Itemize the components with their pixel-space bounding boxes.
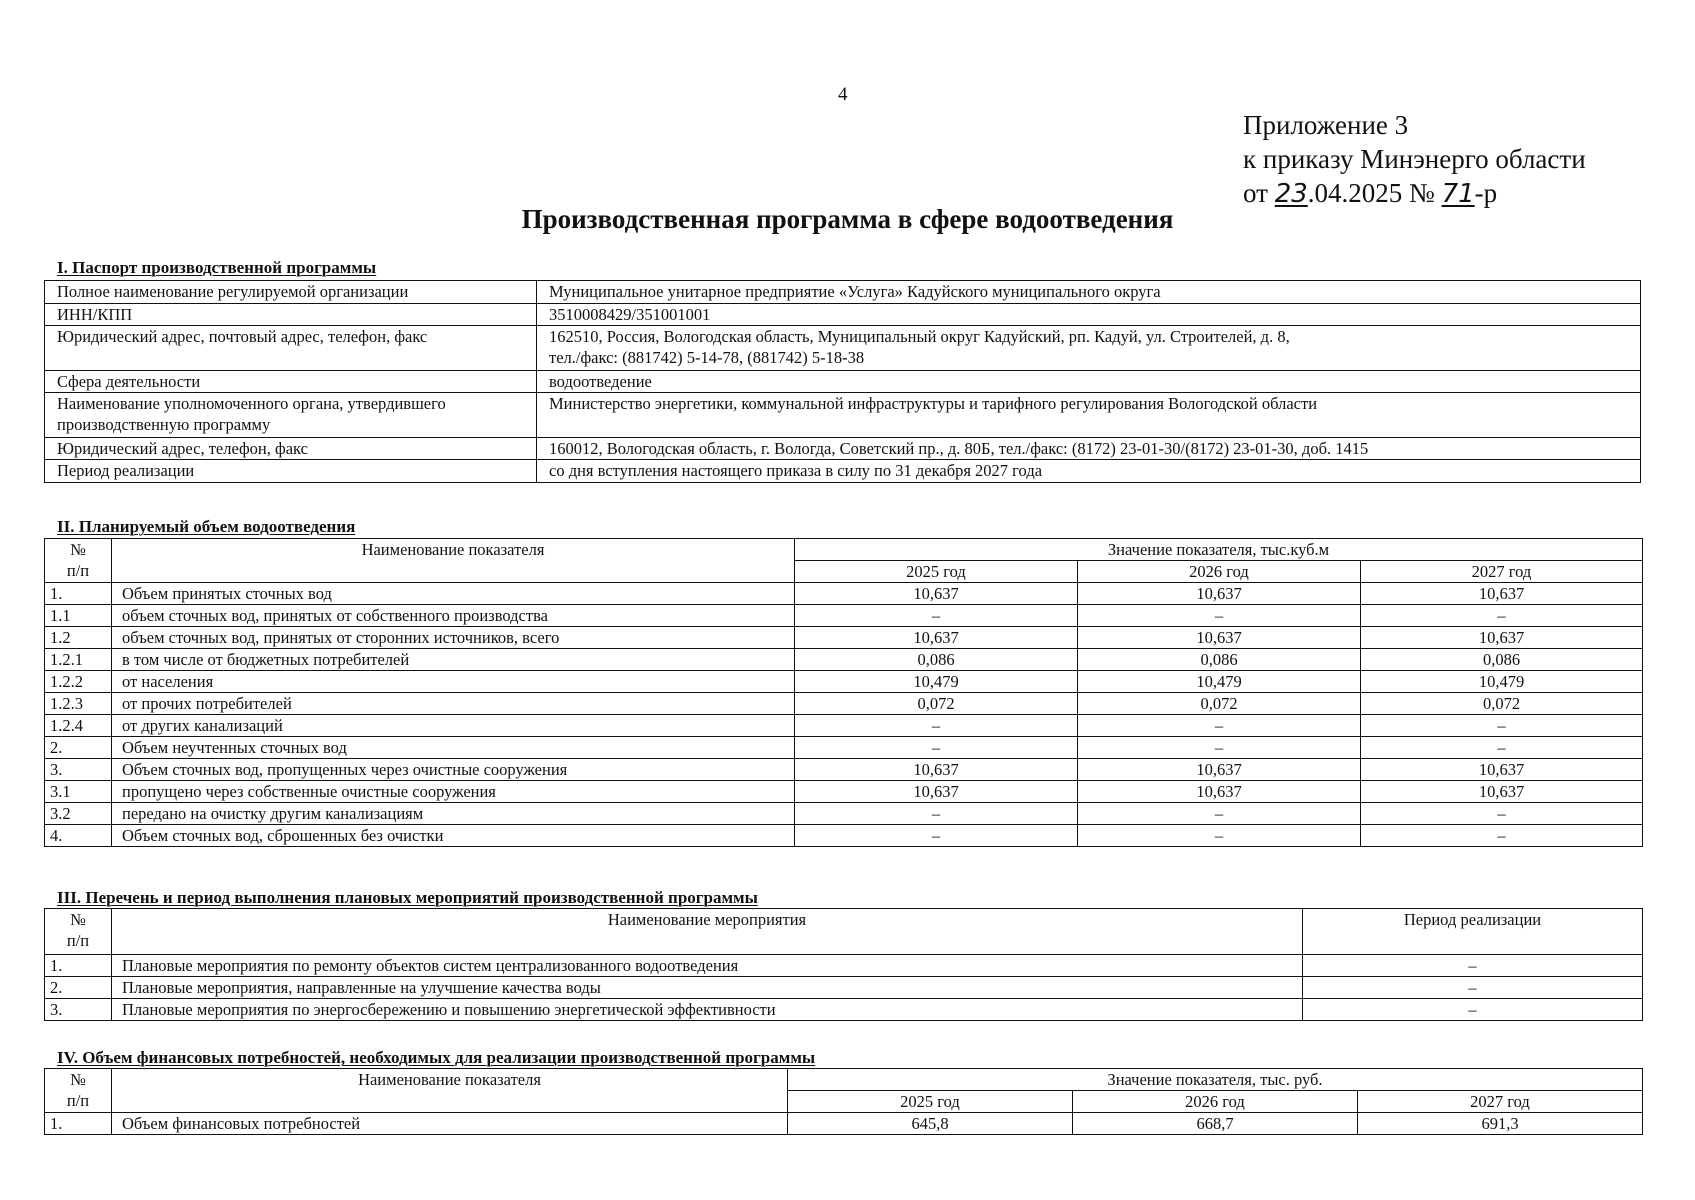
row-indicator-name: Объем сточных вод, сброшенных без очистки xyxy=(112,825,795,847)
row-value-2026: 0,086 xyxy=(1078,649,1361,671)
section-2-title: II. Планируемый объем водоотведения xyxy=(57,517,356,536)
col-number-header xyxy=(45,1069,112,1113)
passport-value: 3510008429/351001001 xyxy=(537,304,1641,326)
row-indicator-name: от прочих потребителей xyxy=(112,693,795,715)
volume-row xyxy=(45,781,1643,803)
volume-body xyxy=(45,583,1643,847)
row-number: 2. xyxy=(45,737,112,759)
measure-row xyxy=(45,977,1643,999)
volume-row xyxy=(45,583,1643,605)
appendix-line-2: к приказу Минэнерго области xyxy=(1243,144,1586,174)
volume-row xyxy=(45,605,1643,627)
passport-row xyxy=(45,460,1641,483)
row-number: 1.1 xyxy=(45,605,112,627)
row-value-2027: 10,637 xyxy=(1361,627,1643,649)
row-value-2025: 10,637 xyxy=(795,759,1078,781)
passport-label-line: Наименование уполномоченного органа, утвердившего xyxy=(57,394,446,413)
appendix-header xyxy=(1243,108,1586,211)
measure-row xyxy=(45,955,1643,977)
passport-row xyxy=(45,281,1641,304)
row-value-2025: 0,086 xyxy=(795,649,1078,671)
row-value-2026: – xyxy=(1078,825,1361,847)
row-value-2026: 10,637 xyxy=(1078,781,1361,803)
finance-body xyxy=(45,1113,1643,1135)
volume-row xyxy=(45,759,1643,781)
row-period: – xyxy=(1303,999,1643,1021)
passport-value: Муниципальное унитарное предприятие «Услуга» Кадуйского муниципального округа xyxy=(537,281,1641,304)
row-value-2025: – xyxy=(795,737,1078,759)
passport-value-line: 162510, Россия, Вологодская область, Муниципальный округ Кадуйский, рп. Кадуй, ул. Строителей, д. 8, xyxy=(549,327,1290,346)
handwritten-date-day: 23 xyxy=(1274,179,1308,209)
row-period: – xyxy=(1303,955,1643,977)
row-number: 3.1 xyxy=(45,781,112,803)
year-2026-header: 2026 год xyxy=(1078,561,1361,583)
row-measure-name: Плановые мероприятия по ремонту объектов систем централизованного водоотведения xyxy=(112,955,1303,977)
row-value-2027: 691,3 xyxy=(1358,1113,1643,1135)
passport-row xyxy=(45,326,1641,371)
row-number: 1.2.3 xyxy=(45,693,112,715)
appendix-order-suffix: -р xyxy=(1474,178,1498,208)
row-number: 1.2.2 xyxy=(45,671,112,693)
passport-value-line: тел./факс: (881742) 5-14-78, (881742) 5-18-38 xyxy=(549,348,865,367)
volume-row xyxy=(45,627,1643,649)
handwritten-order-number: 71 xyxy=(1441,179,1475,209)
section-3-title: III. Перечень и период выполнения плановых мероприятий производственной программы xyxy=(57,888,758,907)
row-value-2026: 10,637 xyxy=(1078,759,1361,781)
row-value-2027: 10,479 xyxy=(1361,671,1643,693)
row-value-2027: – xyxy=(1361,825,1643,847)
col-name-header: Наименование показателя xyxy=(112,539,795,583)
volume-row xyxy=(45,803,1643,825)
passport-label: Юридический адрес, почтовый адрес, телефон, факс xyxy=(45,326,537,371)
row-indicator-name: передано на очистку другим канализациям xyxy=(112,803,795,825)
passport-label: Полное наименование регулируемой организации xyxy=(45,281,537,304)
passport-label: ИНН/КПП xyxy=(45,304,537,326)
passport-row xyxy=(45,304,1641,326)
finance-row xyxy=(45,1113,1643,1135)
volume-row xyxy=(45,825,1643,847)
year-2025-header: 2025 год xyxy=(788,1091,1073,1113)
passport-value: Министерство энергетики, коммунальной инфраструктуры и тарифного регулирования Вологодской области xyxy=(537,393,1641,438)
row-number: 2. xyxy=(45,977,112,999)
col-number-header xyxy=(45,909,112,955)
passport-row xyxy=(45,438,1641,460)
row-value-2025: 10,637 xyxy=(795,781,1078,803)
row-measure-name: Плановые мероприятия по энергосбережению и повышению энергетической эффективности xyxy=(112,999,1303,1021)
row-indicator-name: Объем финансовых потребностей xyxy=(112,1113,788,1135)
finance-table xyxy=(44,1068,1643,1135)
row-value-2026: – xyxy=(1078,737,1361,759)
appendix-line-1: Приложение 3 xyxy=(1243,110,1409,140)
passport-label: Сфера деятельности xyxy=(45,371,537,393)
row-number: 3. xyxy=(45,999,112,1021)
col-number-sign: № xyxy=(70,910,86,929)
col-name-header: Наименование показателя xyxy=(112,1069,788,1113)
passport-label: Период реализации xyxy=(45,460,537,483)
measures-header-row xyxy=(45,909,1643,955)
year-2026-header: 2026 год xyxy=(1073,1091,1358,1113)
row-value-2026: 10,637 xyxy=(1078,583,1361,605)
row-value-2025: 10,637 xyxy=(795,583,1078,605)
col-measure-header: Наименование мероприятия xyxy=(112,909,1303,955)
row-indicator-name: в том числе от бюджетных потребителей xyxy=(112,649,795,671)
row-number: 3.2 xyxy=(45,803,112,825)
col-value-header: Значение показателя, тыс. руб. xyxy=(788,1069,1643,1091)
col-number-sign: № xyxy=(70,1070,86,1089)
volume-row xyxy=(45,737,1643,759)
col-number-sign: № xyxy=(70,540,86,559)
appendix-date-rest: .04.2025 № xyxy=(1307,178,1442,208)
row-indicator-name: объем сточных вод, принятых от сторонних источников, всего xyxy=(112,627,795,649)
row-value-2027: – xyxy=(1361,803,1643,825)
volume-row xyxy=(45,693,1643,715)
row-number: 1. xyxy=(45,1113,112,1135)
row-value-2027: – xyxy=(1361,605,1643,627)
row-number: 1.2.1 xyxy=(45,649,112,671)
row-value-2026: – xyxy=(1078,715,1361,737)
row-number: 1. xyxy=(45,955,112,977)
row-value-2025: – xyxy=(795,803,1078,825)
volume-header-row xyxy=(45,539,1643,561)
row-period: – xyxy=(1303,977,1643,999)
row-value-2027: 10,637 xyxy=(1361,759,1643,781)
col-value-header: Значение показателя, тыс.куб.м xyxy=(795,539,1643,561)
row-value-2027: 0,086 xyxy=(1361,649,1643,671)
row-value-2027: – xyxy=(1361,737,1643,759)
row-value-2026: 0,072 xyxy=(1078,693,1361,715)
row-indicator-name: от населения xyxy=(112,671,795,693)
passport-value xyxy=(537,326,1641,371)
passport-label-line: производственную программу xyxy=(57,415,271,434)
row-indicator-name: от других канализаций xyxy=(112,715,795,737)
row-value-2027: 10,637 xyxy=(1361,781,1643,803)
section-4-title: IV. Объем финансовых потребностей, необходимых для реализации производственной программы xyxy=(57,1048,816,1067)
document-title: Производственная программа в сфере водоотведения xyxy=(521,204,1174,234)
row-value-2026: – xyxy=(1078,803,1361,825)
row-value-2026: 10,479 xyxy=(1078,671,1361,693)
row-value-2025: 10,479 xyxy=(795,671,1078,693)
passport-label: Юридический адрес, телефон, факс xyxy=(45,438,537,460)
section-1-title: I. Паспорт производственной программы xyxy=(57,258,377,277)
row-value-2026: 10,637 xyxy=(1078,627,1361,649)
row-value-2025: 0,072 xyxy=(795,693,1078,715)
row-value-2025: – xyxy=(795,825,1078,847)
appendix-date-prefix: от xyxy=(1243,178,1275,208)
col-number-pp: п/п xyxy=(66,1091,90,1110)
year-2027-header: 2027 год xyxy=(1361,561,1643,583)
row-number: 3. xyxy=(45,759,112,781)
row-value-2025: 10,637 xyxy=(795,627,1078,649)
measure-row xyxy=(45,999,1643,1021)
passport-row xyxy=(45,393,1641,438)
finance-header-row xyxy=(45,1069,1643,1091)
row-number: 1. xyxy=(45,583,112,605)
measures-table xyxy=(44,908,1643,1021)
row-indicator-name: Объем принятых сточных вод xyxy=(112,583,795,605)
row-value-2025: – xyxy=(795,715,1078,737)
row-value-2027: 10,637 xyxy=(1361,583,1643,605)
row-value-2025: 645,8 xyxy=(788,1113,1073,1135)
row-indicator-name: Объем сточных вод, пропущенных через очистные сооружения xyxy=(112,759,795,781)
passport-value: со дня вступления настоящего приказа в силу по 31 декабря 2027 года xyxy=(537,460,1641,483)
col-number-header xyxy=(45,539,112,583)
passport-table xyxy=(44,280,1641,483)
row-value-2027: – xyxy=(1361,715,1643,737)
row-number: 1.2.4 xyxy=(45,715,112,737)
year-2027-header: 2027 год xyxy=(1358,1091,1643,1113)
passport-value: водоотведение xyxy=(537,371,1641,393)
row-indicator-name: пропущено через собственные очистные сооружения xyxy=(112,781,795,803)
passport-label xyxy=(45,393,537,438)
page-number: 4 xyxy=(838,84,848,105)
row-indicator-name: Объем неучтенных сточных вод xyxy=(112,737,795,759)
col-period-header: Период реализации xyxy=(1303,909,1643,955)
volume-row xyxy=(45,715,1643,737)
volume-row xyxy=(45,671,1643,693)
row-number: 4. xyxy=(45,825,112,847)
passport-value: 160012, Вологодская область, г. Вологда, Советский пр., д. 80Б, тел./факс: (8172) 23-01-30/(8172) 23-01-30, доб. 1415 xyxy=(537,438,1641,460)
passport-row xyxy=(45,371,1641,393)
col-number-pp: п/п xyxy=(66,561,90,580)
year-2025-header: 2025 год xyxy=(795,561,1078,583)
row-value-2027: 0,072 xyxy=(1361,693,1643,715)
measures-body xyxy=(45,955,1643,1021)
col-number-pp: п/п xyxy=(66,931,90,950)
volume-row xyxy=(45,649,1643,671)
row-value-2025: – xyxy=(795,605,1078,627)
row-measure-name: Плановые мероприятия, направленные на улучшение качества воды xyxy=(112,977,1303,999)
row-value-2026: 668,7 xyxy=(1073,1113,1358,1135)
row-number: 1.2 xyxy=(45,627,112,649)
volume-table xyxy=(44,538,1643,847)
row-value-2026: – xyxy=(1078,605,1361,627)
row-indicator-name: объем сточных вод, принятых от собственного производства xyxy=(112,605,795,627)
